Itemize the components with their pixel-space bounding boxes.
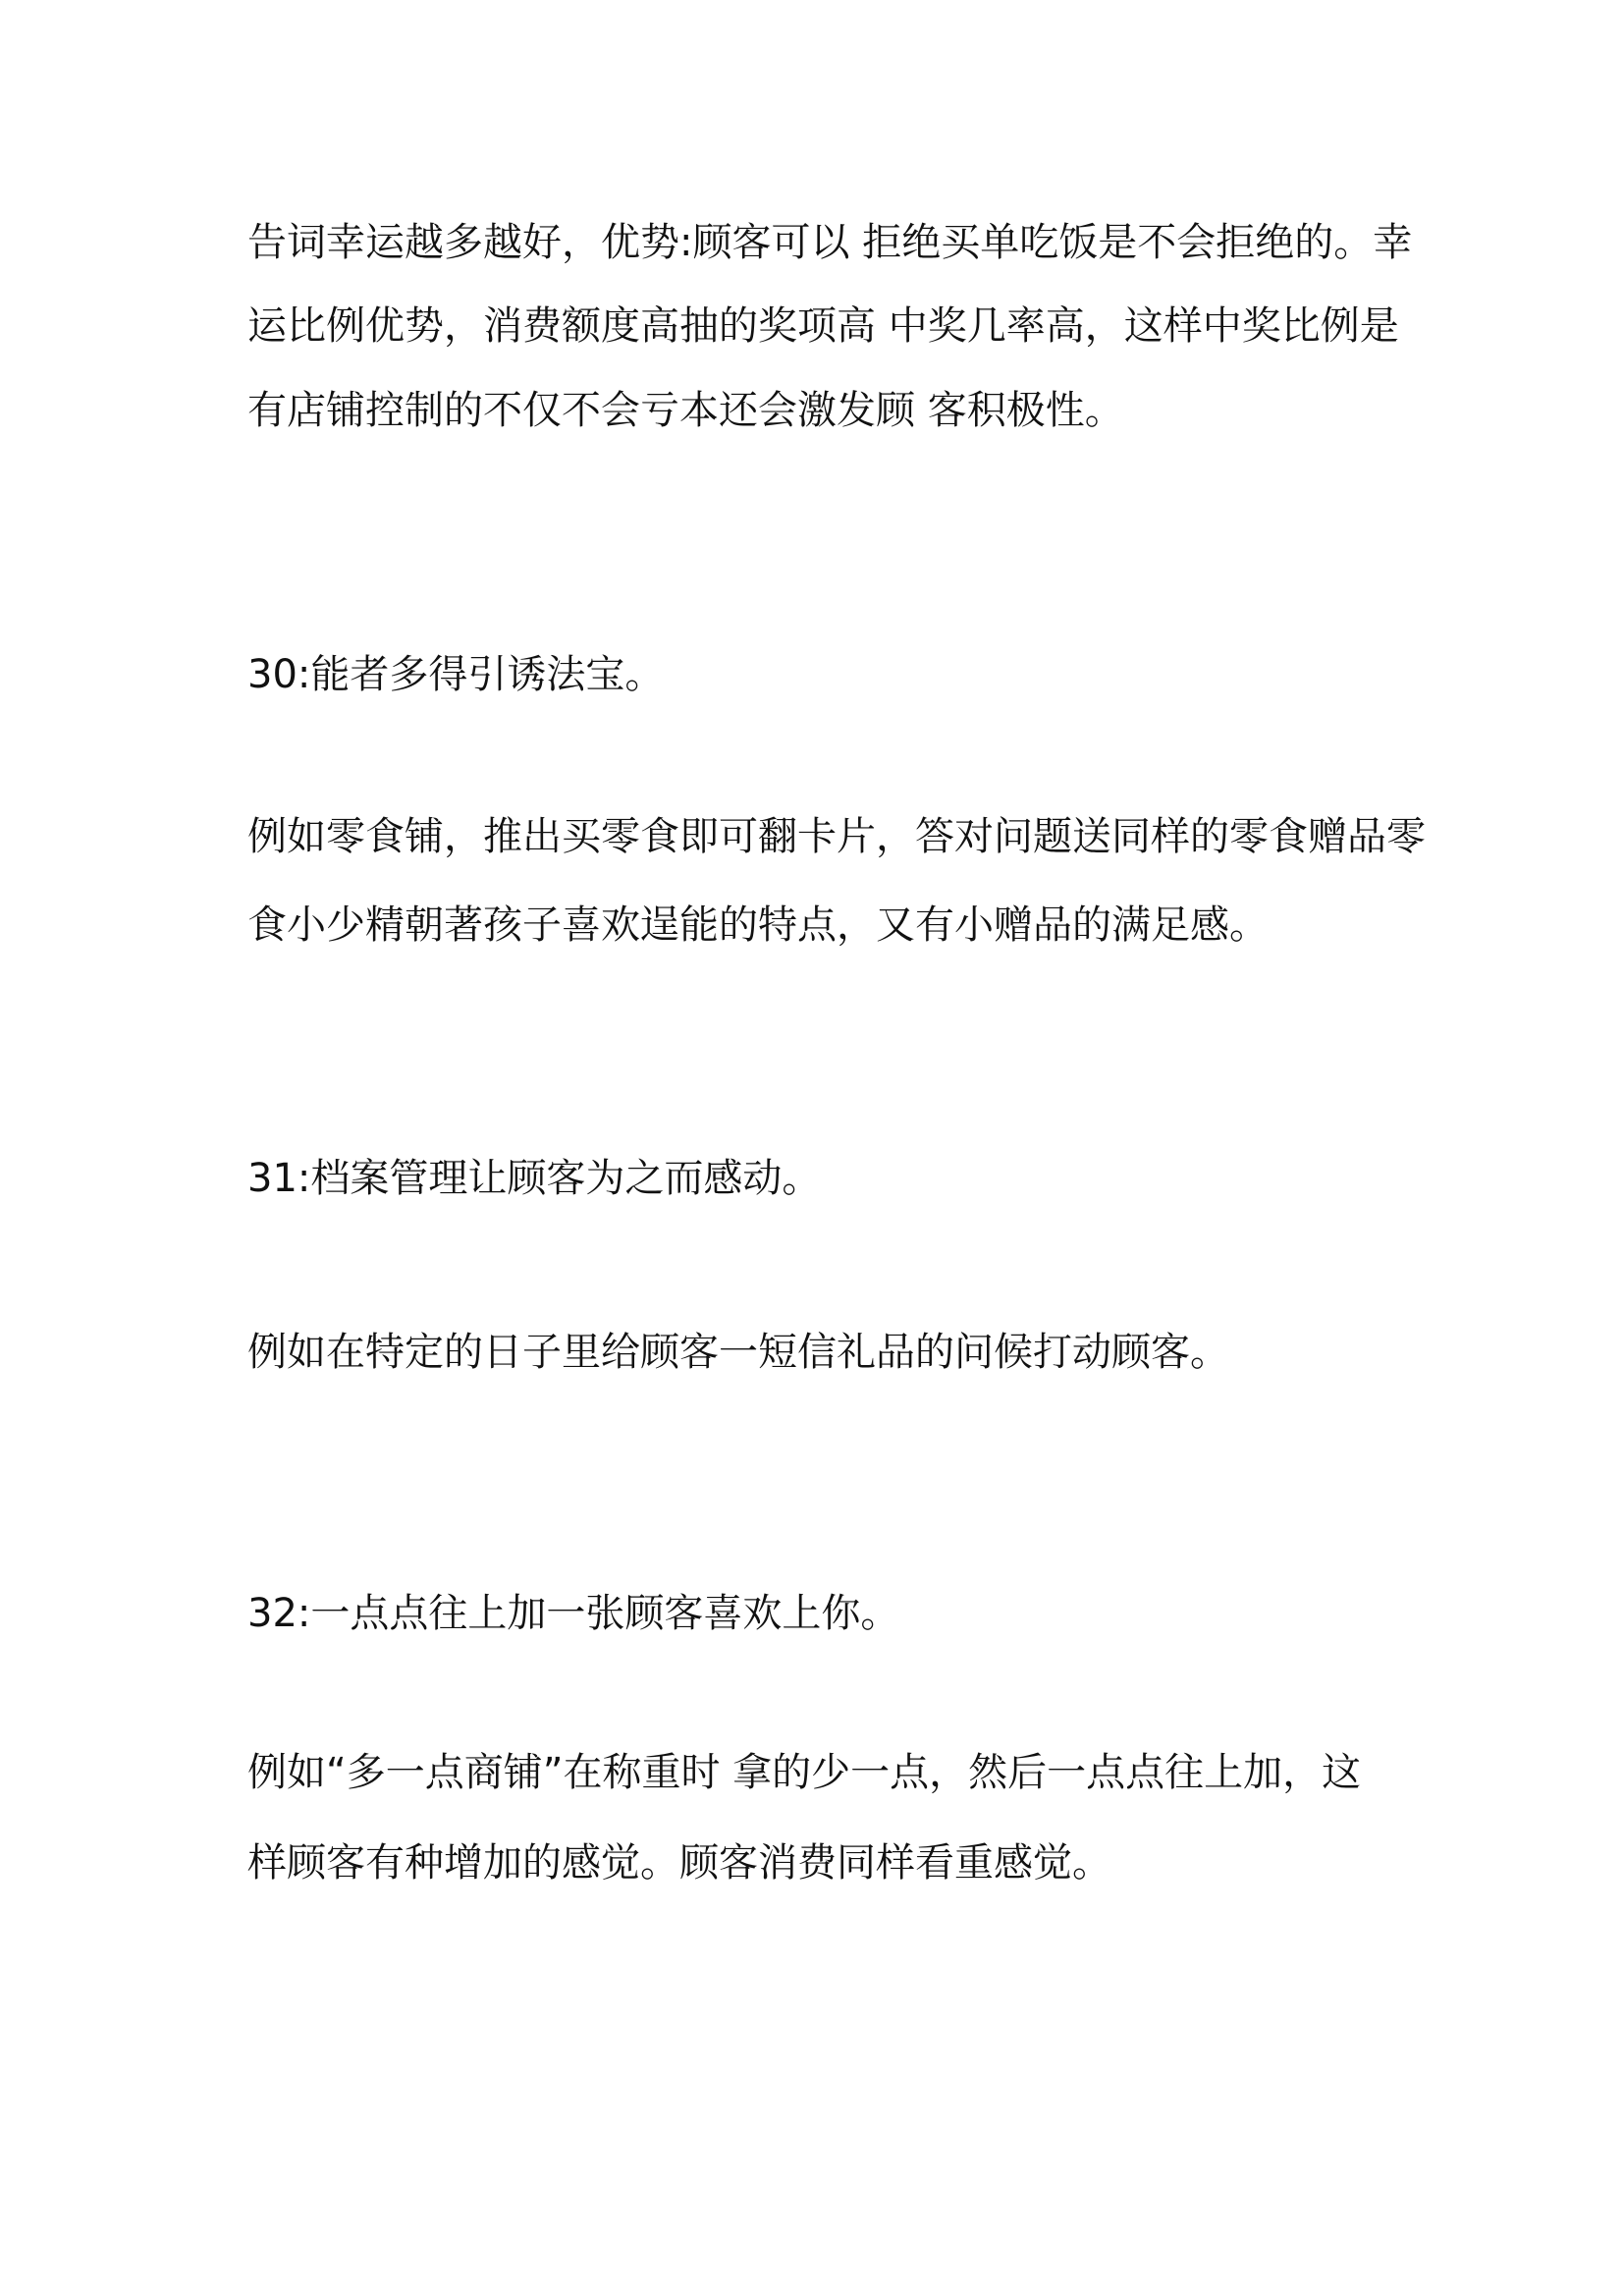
- section-heading-31: 31:档案管理让顾客为之而感动。: [247, 1156, 822, 1201]
- section-heading-30: 30:能者多得引诱法宝。: [247, 652, 665, 697]
- body-text-line: 有店铺控制的不仅不会亏本还会激发顾 客积极性。: [247, 388, 1124, 433]
- body-text-line: 食小少精朝著孩子喜欢逞能的特点，又有小赠品的满足感。: [247, 902, 1269, 948]
- body-text-line: 样顾客有种增加的感觉。顾客消费同样看重感觉。: [247, 1840, 1111, 1886]
- body-text-line: 告词幸运越多越好，优势:顾客可以 拒绝买单吃饭是不会拒绝的。幸: [247, 220, 1413, 265]
- body-text-line: 运比例优势，消费额度高抽的奖项高 中奖几率高，这样中奖比例是: [247, 303, 1399, 349]
- body-text-line: 例如在特定的日子里给顾客一短信礼品的问候打动顾客。: [247, 1330, 1229, 1375]
- body-text-line: 例如“多一点商铺”在称重时 拿的少一点，然后一点点往上加，这: [247, 1750, 1362, 1795]
- section-heading-32: 32:一点点往上加一张顾客喜欢上你。: [247, 1591, 900, 1636]
- body-text-line: 例如零食铺，推出买零食即可翻卡片，答对问题送同样的零食赠品零: [247, 814, 1426, 859]
